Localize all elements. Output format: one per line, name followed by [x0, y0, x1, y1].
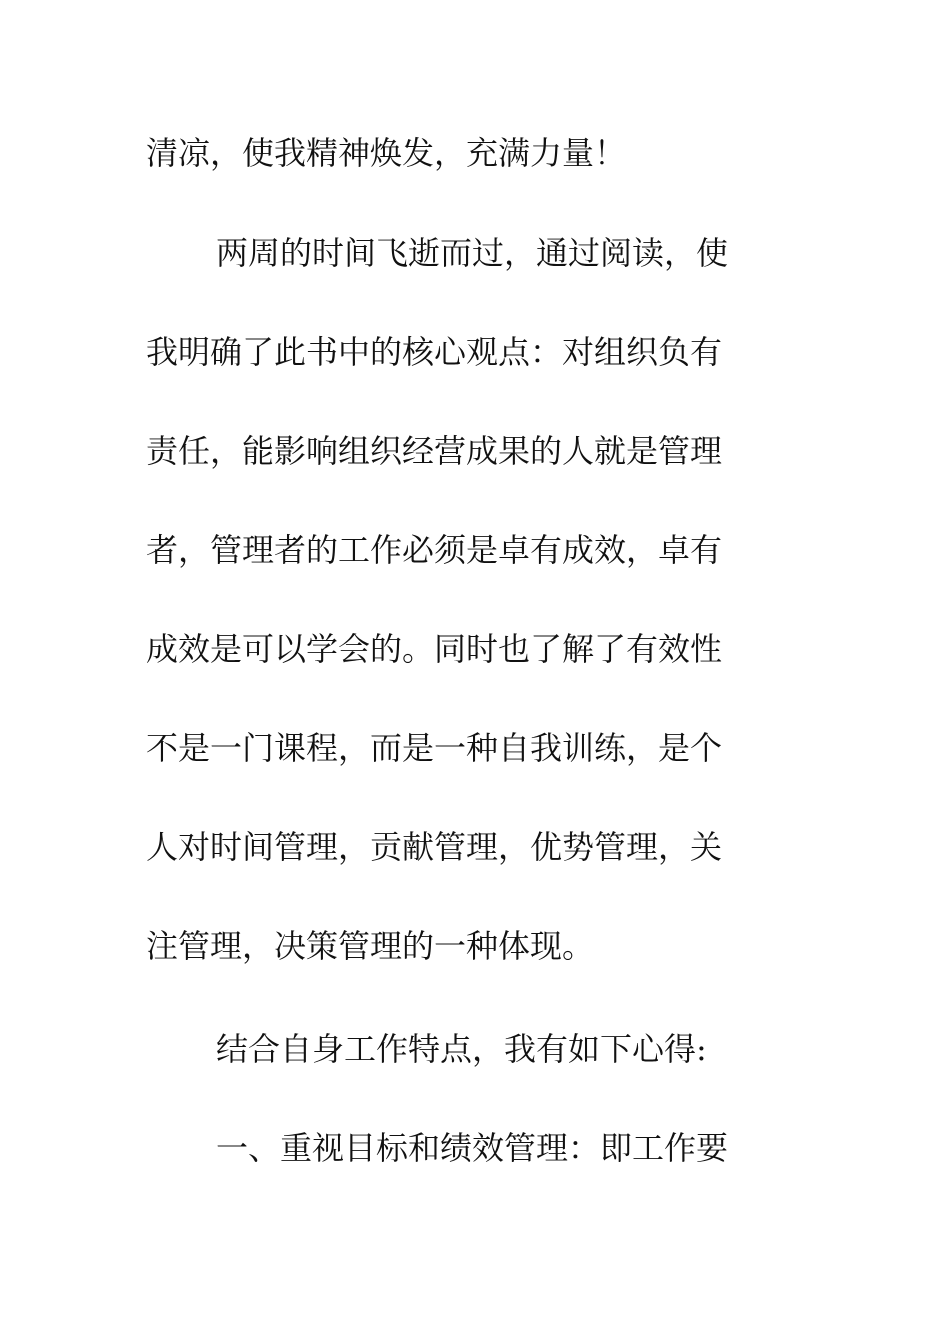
text-line-3: 我明确了此书中的核心观点：对组织负有 [146, 333, 723, 371]
text-line-10: 结合自身工作特点，我有如下心得: [216, 1030, 707, 1068]
text-line-11: 一、重视目标和绩效管理：即工作要 [216, 1129, 729, 1167]
text-line-2: 两周的时间飞逝而过，通过阅读，使 [216, 234, 729, 272]
text-line-8: 人对时间管理，贡献管理，优势管理，关 [146, 828, 723, 866]
text-line-6: 成效是可以学会的。同时也了解了有效性 [146, 630, 723, 668]
text-line-9: 注管理，决策管理的一种体现。 [146, 927, 595, 965]
text-line-5: 者，管理者的工作必须是卓有成效，卓有 [146, 531, 723, 569]
text-line-7: 不是一门课程，而是一种自我训练，是个 [146, 729, 723, 767]
text-line-1: 清凉，使我精神焕发，充满力量！ [146, 134, 627, 172]
text-line-4: 责任，能影响组织经营成果的人就是管理 [146, 432, 723, 470]
